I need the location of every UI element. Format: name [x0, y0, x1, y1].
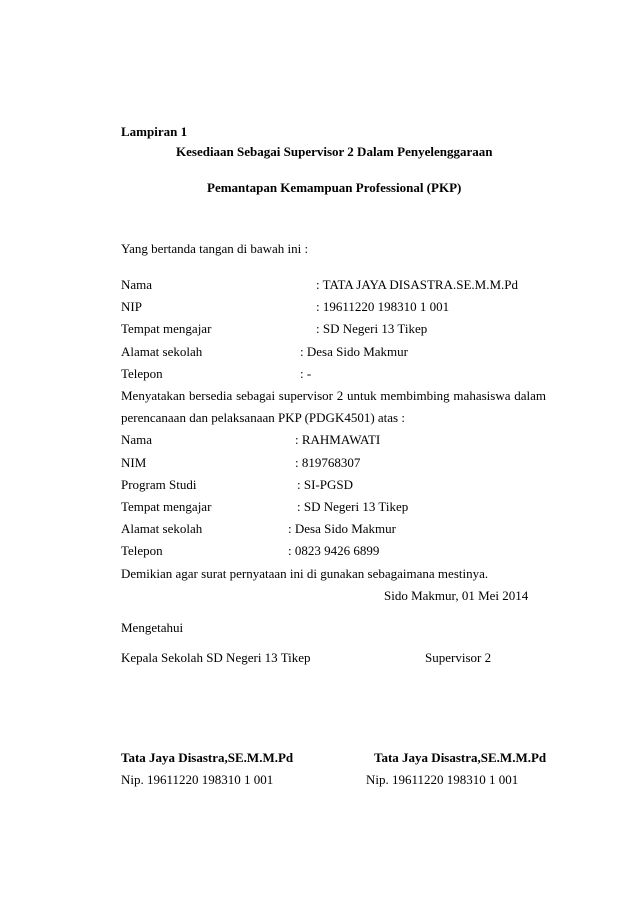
title-line-1: Kesediaan Sebagai Supervisor 2 Dalam Penyelenggaraan [176, 144, 493, 159]
stu-tempat-value: : SD Negeri 13 Tikep [297, 499, 409, 514]
left-signatory-nip: Nip. 19611220 198310 1 001 [121, 772, 274, 787]
sup-tempat-label: Tempat mengajar [121, 321, 212, 336]
mengetahui-label: Mengetahui [121, 620, 184, 635]
place-date: Sido Makmur, 01 Mei 2014 [384, 588, 529, 603]
statement-line-2: perencanaan dan pelaksanaan PKP (PDGK4501) atas : [121, 410, 405, 425]
stu-prodi-label: Program Studi [121, 477, 197, 492]
stu-nim-value: : 819768307 [295, 455, 361, 470]
right-signatory-nip: Nip. 19611220 198310 1 001 [366, 772, 519, 787]
stu-nim-label: NIM [121, 455, 147, 470]
sup-nama-label: Nama [121, 277, 153, 292]
intro-text: Yang bertanda tangan di bawah ini : [121, 241, 309, 256]
stu-telepon-label: Telepon [121, 543, 163, 558]
right-signatory-name: Tata Jaya Disastra,SE.M.M.Pd [374, 750, 547, 765]
sup-telepon-label: Telepon [121, 366, 163, 381]
stu-nama-label: Nama [121, 432, 153, 447]
stu-tempat-label: Tempat mengajar [121, 499, 212, 514]
sup-nip-value: : 19611220 198310 1 001 [316, 299, 450, 314]
statement-line-1: Menyatakan bersedia sebagai supervisor 2 untuk membimbing mahasiswa dalam [121, 388, 546, 403]
sup-alamat-value: : Desa Sido Makmur [300, 344, 408, 359]
sup-nip-label: NIP [121, 299, 142, 314]
stu-nama-value: : RAHMAWATI [295, 432, 381, 447]
title-line-2: Pemantapan Kemampuan Professional (PKP) [207, 180, 462, 195]
sup-tempat-value: : SD Negeri 13 Tikep [316, 321, 428, 336]
stu-prodi-value: : SI-PGSD [297, 477, 353, 492]
sup-alamat-label: Alamat sekolah [121, 344, 203, 359]
stu-alamat-label: Alamat sekolah [121, 521, 203, 536]
sup-telepon-value: : - [300, 366, 312, 381]
closing-text: Demikian agar surat pernyataan ini di gunakan sebagaimana mestinya. [121, 566, 489, 581]
left-signatory-name: Tata Jaya Disastra,SE.M.M.Pd [121, 750, 294, 765]
stu-telepon-value: : 0823 9426 6899 [288, 543, 380, 558]
right-signatory-role: Supervisor 2 [425, 650, 492, 665]
stu-alamat-value: : Desa Sido Makmur [288, 521, 396, 536]
sup-nama-value: : TATA JAYA DISASTRA.SE.M.M.Pd [316, 277, 519, 292]
attachment-label: Lampiran 1 [121, 124, 188, 139]
left-signatory-role: Kepala Sekolah SD Negeri 13 Tikep [121, 650, 311, 665]
